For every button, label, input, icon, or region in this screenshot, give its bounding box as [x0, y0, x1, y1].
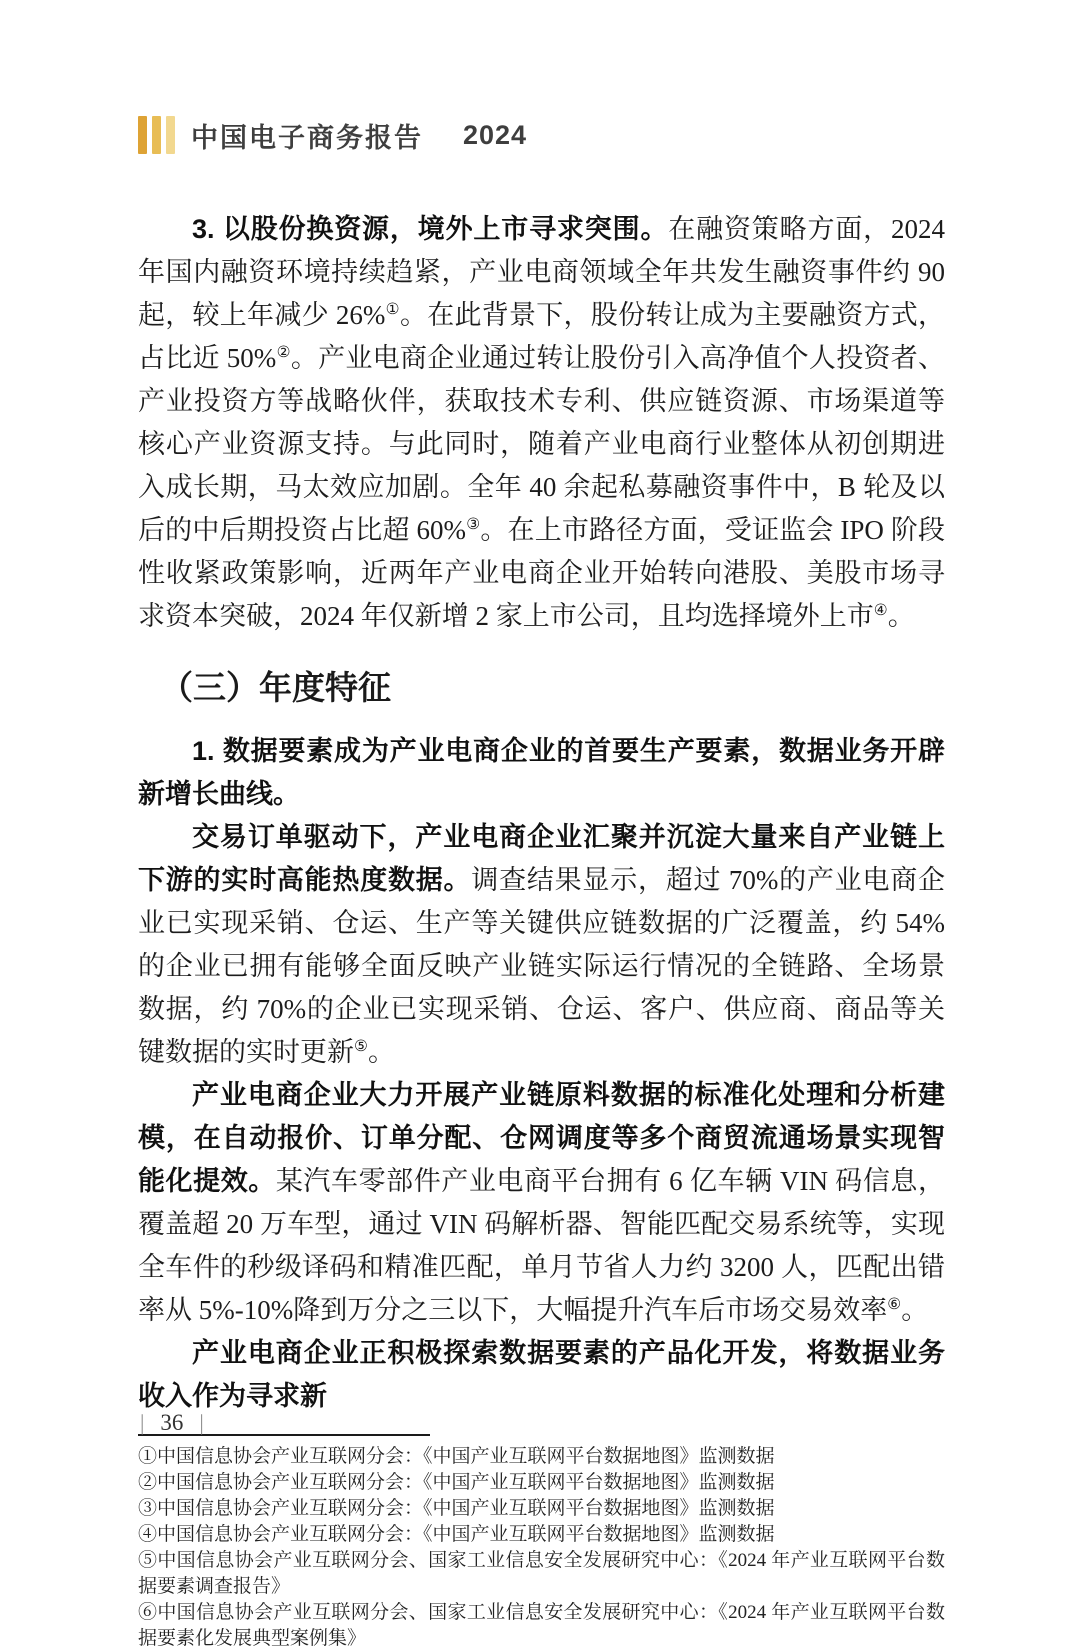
footnote-item: ⑤中国信息协会产业互联网分会、国家工业信息安全发展研究中心：《2024 年产业互联网平台数据要素调查报告》: [138, 1550, 945, 1597]
body-text: 。: [368, 1037, 396, 1067]
footnote-ref: ⑥: [887, 1296, 902, 1313]
paragraph: [138, 816, 945, 1074]
page-number: 36: [160, 1410, 184, 1435]
footnote-item: ③中国信息协会产业互联网分会：《中国产业互联网平台数据地图》监测数据: [138, 1498, 775, 1519]
body-text: 。在此背景下，股份转让成为主要融资方式，占比近 50%: [138, 300, 945, 373]
report-year: 2024: [463, 119, 528, 150]
paragraph: [138, 1332, 945, 1418]
report-header: [138, 112, 945, 158]
report-title: 中国电子商务报告: [191, 122, 423, 153]
body-text: 。: [887, 601, 915, 631]
emphasis-text: 3. 以股份换资源，境外上市寻求突围。: [192, 214, 669, 244]
footnote-ref: ③: [466, 516, 481, 533]
footnote-item: ⑥中国信息协会产业互联网分会、国家工业信息安全发展研究中心：《2024 年产业互联网平台数据要素化发展典型案例集》: [138, 1602, 945, 1649]
paragraph: [138, 1074, 945, 1332]
footnotes: [138, 1444, 945, 1652]
paragraph: [138, 730, 945, 816]
body-text: 调查结果显示，超过 70%的产业电商企业已实现采销、仓运、生产等关键供应链数据的广泛覆盖，约 54%的企业已拥有能够全面反映产业链实际运行情况的全链路、全场景数据，约 70%的企业已实现采销、仓运、客户、供应商、商品等关键数据的实时更新: [138, 865, 945, 1067]
page-footer: [140, 1410, 204, 1436]
footnote-item: ②中国信息协会产业互联网分会：《中国产业互联网平台数据地图》监测数据: [138, 1472, 775, 1493]
emphasis-text: 产业电商企业正积极探索数据要素的产品化开发，将数据业务收入作为寻求新: [138, 1338, 945, 1411]
footnote-ref: ②: [276, 344, 291, 361]
body-content: [138, 208, 945, 1418]
footnote-ref: ⑤: [354, 1038, 369, 1055]
footnote-ref: ①: [385, 301, 400, 318]
report-logo-icon: [138, 116, 175, 154]
body-text: 某汽车零部件产业电商平台拥有 6 亿车辆 VIN 码信息，覆盖超 20 万车型，通过 VIN 码解析器、智能匹配交易系统等，实现全车件的秒级译码和精准匹配，单月节省人力约 3200 人，匹配出错率从 5%-10%降到万分之三以下，大幅提升汽车后市场交易效率: [138, 1166, 946, 1325]
section-heading: （三）年度特征: [160, 669, 391, 706]
footer-separator-left: |: [140, 1410, 145, 1435]
footnote-item: ①中国信息协会产业互联网分会：《中国产业互联网平台数据地图》监测数据: [138, 1446, 775, 1467]
emphasis-text: 产业电商企业大力开展产业链原料数据的标准化处理和分析建模，在自动报价、订单分配、仓网调度等多个商贸流通场景实现智能化提效。: [138, 1080, 945, 1196]
emphasis-text: 1. 数据要素成为产业电商企业的首要生产要素，数据业务开辟新增长曲线。: [138, 736, 945, 809]
paragraph: [138, 208, 945, 638]
footnote-ref: ④: [873, 602, 888, 619]
body-text: 。在上市路径方面，受证监会 IPO 阶段性收紧政策影响，近两年产业电商企业开始转向港股、美股市场寻求资本突破，2024 年仅新增 2 家上市公司，且均选择境外上市: [138, 515, 945, 631]
emphasis-text: 交易订单驱动下，产业电商企业汇聚并沉淀大量来自产业链上下游的实时高能热度数据。: [138, 822, 945, 895]
body-text: 。产业电商企业通过转让股份引入高净值个人投资者、产业投资方等战略伙伴，获取技术专利、供应链资源、市场渠道等核心产业资源支持。与此同时，随着产业电商行业整体从初创期进入成长期，马太效应加剧。全年 40 余起私募融资事件中，B 轮及以后的中后期投资占比超 60%: [138, 343, 945, 545]
body-text: 。: [901, 1295, 929, 1325]
footnote-item: ④中国信息协会产业互联网分会：《中国产业互联网平台数据地图》监测数据: [138, 1524, 775, 1545]
body-text: 在融资策略方面，2024 年国内融资环境持续趋紧，产业电商领域全年共发生融资事件约 90 起，较上年减少 26%: [138, 214, 945, 330]
footer-separator-right: |: [199, 1410, 204, 1435]
